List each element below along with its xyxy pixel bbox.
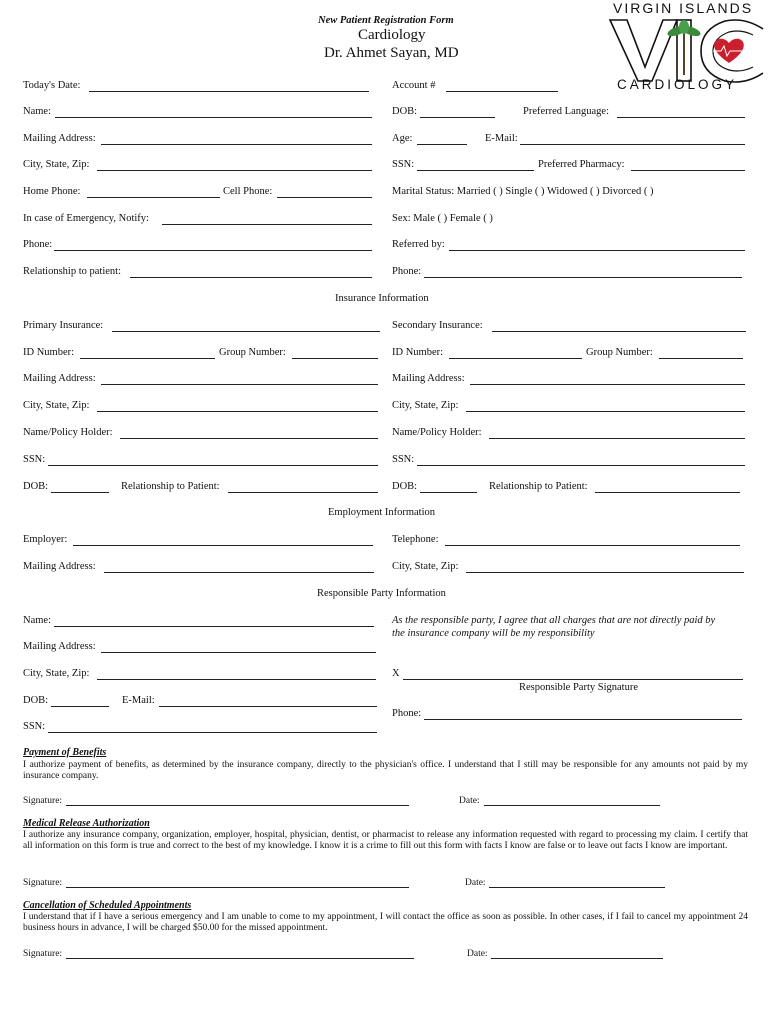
phone-field[interactable] <box>54 250 372 251</box>
responsible-email-label: E-Mail: <box>122 695 155 706</box>
responsible-name-label: Name: <box>23 615 51 626</box>
medical-release-text: I authorize any insurance company, organization, employer, hospital, physician, dentist, or pharmacist to release any information requested with regard to processing my claim. I certify that all information on this form is true and correct to the best of my knowledge. I know it is a crime to fill out this form with facts I know are false or to leave out facts I know are important. <box>23 830 748 851</box>
responsible-dob-label: DOB: <box>23 695 49 706</box>
name-field[interactable] <box>55 117 372 118</box>
benefits-date-field[interactable] <box>484 805 660 806</box>
city-state-zip-field[interactable] <box>97 170 372 171</box>
age-field[interactable] <box>417 144 467 145</box>
responsible-phone-field[interactable] <box>424 719 742 720</box>
relationship-field[interactable] <box>130 277 372 278</box>
insurance-section-title: Insurance Information <box>335 293 429 304</box>
employer-city-field[interactable] <box>466 572 744 573</box>
preferred-pharmacy-field[interactable] <box>631 170 745 171</box>
cancellation-title: Cancellation of Scheduled Appointments <box>23 900 192 911</box>
preferred-pharmacy-label: Preferred Pharmacy: <box>538 159 625 170</box>
employer-field[interactable] <box>73 545 373 546</box>
primary-ins-relationship-field[interactable] <box>228 492 378 493</box>
primary-insurance-label: Primary Insurance: <box>23 320 104 331</box>
account-field[interactable] <box>446 91 558 92</box>
emergency-contact-field[interactable] <box>162 224 372 225</box>
responsible-name-field[interactable] <box>54 626 374 627</box>
primary-group-number-field[interactable] <box>292 358 378 359</box>
primary-ins-ssn-field[interactable] <box>48 465 378 466</box>
responsible-city-label: City, State, Zip: <box>23 668 90 679</box>
responsible-mailing-label: Mailing Address: <box>23 641 96 652</box>
telephone-field[interactable] <box>445 545 740 546</box>
todays-date-label: Today's Date: <box>23 80 81 91</box>
medical-release-signature-label: Signature: <box>23 878 63 888</box>
benefits-signature-field[interactable] <box>66 805 409 806</box>
responsible-mailing-field[interactable] <box>101 652 376 653</box>
primary-ins-mailing-field[interactable] <box>101 384 378 385</box>
secondary-id-number-field[interactable] <box>449 358 582 359</box>
secondary-ins-relationship-label: Relationship to Patient: <box>489 481 588 492</box>
department-title: Cardiology <box>358 27 426 43</box>
telephone-label: Telephone: <box>392 534 439 545</box>
ssn-field[interactable] <box>417 170 534 171</box>
primary-id-number-field[interactable] <box>80 358 215 359</box>
preferred-language-label: Preferred Language: <box>523 106 609 117</box>
doctor-name: Dr. Ahmet Sayan, MD <box>324 45 459 61</box>
age-label: Age: <box>392 133 413 144</box>
benefits-text: I authorize payment of benefits, as determined by the insurance company, directly to the physician's office. I understand that I still may be responsible for any amounts not paid by my insurance company. <box>23 760 748 781</box>
form-title: New Patient Registration Form <box>318 15 454 26</box>
name-label: Name: <box>23 106 51 117</box>
mailing-address-field[interactable] <box>101 144 372 145</box>
employer-label: Employer: <box>23 534 68 545</box>
home-phone-field[interactable] <box>87 197 220 198</box>
secondary-ins-ssn-label: SSN: <box>392 454 415 465</box>
cell-phone-field[interactable] <box>277 197 372 198</box>
benefits-date-label: Date: <box>459 796 480 806</box>
responsible-ssn-field[interactable] <box>48 732 377 733</box>
benefits-signature-label: Signature: <box>23 796 63 806</box>
primary-id-number-label: ID Number: <box>23 347 75 358</box>
responsible-signature-label: Responsible Party Signature <box>519 682 638 693</box>
employer-mailing-label: Mailing Address: <box>23 561 96 572</box>
phone2-field[interactable] <box>424 277 742 278</box>
primary-ins-city-field[interactable] <box>97 411 378 412</box>
primary-ins-ssn-label: SSN: <box>23 454 46 465</box>
primary-insurance-field[interactable] <box>112 331 380 332</box>
referred-by-label: Referred by: <box>392 239 445 250</box>
dob-field[interactable] <box>420 117 495 118</box>
cancellation-signature-label: Signature: <box>23 949 63 959</box>
employer-city-label: City, State, Zip: <box>392 561 459 572</box>
secondary-policy-holder-field[interactable] <box>489 438 745 439</box>
secondary-insurance-label: Secondary Insurance: <box>392 320 483 331</box>
secondary-ins-relationship-field[interactable] <box>595 492 740 493</box>
email-label: E-Mail: <box>485 133 518 144</box>
secondary-ins-mailing-field[interactable] <box>470 384 745 385</box>
responsible-dob-field[interactable] <box>51 706 109 707</box>
secondary-insurance-field[interactable] <box>492 331 746 332</box>
emergency-contact-label: In case of Emergency, Notify: <box>23 213 149 224</box>
cell-phone-label: Cell Phone: <box>223 186 273 197</box>
employment-section-title: Employment Information <box>328 507 436 518</box>
medical-release-signature-field[interactable] <box>66 887 409 888</box>
city-state-zip-label: City, State, Zip: <box>23 159 90 170</box>
todays-date-field[interactable] <box>89 91 369 92</box>
phone2-label: Phone: <box>392 266 422 277</box>
agreement-line-1: As the responsible party, I agree that all charges that are not directly paid by <box>392 615 716 626</box>
responsible-ssn-label: SSN: <box>23 721 46 732</box>
account-label: Account # <box>392 80 436 91</box>
logo-graphic <box>605 15 767 85</box>
signature-x-mark: X <box>392 668 400 679</box>
ssn-label: SSN: <box>392 159 415 170</box>
secondary-group-number-field[interactable] <box>659 358 743 359</box>
logo-top-text: VIRGIN ISLANDS <box>613 0 754 16</box>
medical-release-date-label: Date: <box>465 878 486 888</box>
preferred-language-field[interactable] <box>617 117 745 118</box>
palm-tree-icon <box>666 20 702 75</box>
secondary-ins-dob-field[interactable] <box>420 492 477 493</box>
secondary-ins-city-field[interactable] <box>466 411 745 412</box>
responsible-email-field[interactable] <box>159 706 377 707</box>
sex-options[interactable]: Sex: Male ( ) Female ( ) <box>392 213 493 224</box>
marital-status-options[interactable]: Marital Status: Married ( ) Single ( ) Widowed ( ) Divorced ( ) <box>392 186 654 197</box>
primary-policy-holder-field[interactable] <box>120 438 378 439</box>
employer-mailing-field[interactable] <box>104 572 374 573</box>
secondary-ins-city-label: City, State, Zip: <box>392 400 459 411</box>
responsible-section-title: Responsible Party Information <box>317 588 446 599</box>
primary-ins-relationship-label: Relationship to Patient: <box>121 481 220 492</box>
primary-ins-dob-label: DOB: <box>23 481 49 492</box>
phone-label: Phone: <box>23 239 53 250</box>
responsible-city-field[interactable] <box>97 679 376 680</box>
cancellation-text: I understand that if I have a serious emergency and I am unable to come to my appointment, I will contact the office as soon as possible. In other cases, if I fail to cancel my appointment 24 business hours in advance, I will be charged $50.00 for the missed appointment. <box>23 912 748 933</box>
email-field[interactable] <box>520 144 745 145</box>
logo-bottom-text: CARDIOLOGY <box>617 77 738 92</box>
secondary-id-number-label: ID Number: <box>392 347 444 358</box>
cancellation-date-field[interactable] <box>491 958 663 959</box>
responsible-phone-label: Phone: <box>392 708 422 719</box>
agreement-line-2: the insurance company will be my responsibility <box>392 628 595 639</box>
cancellation-date-label: Date: <box>467 949 488 959</box>
relationship-label: Relationship to patient: <box>23 266 121 277</box>
secondary-policy-holder-label: Name/Policy Holder: <box>392 427 482 438</box>
secondary-ins-mailing-label: Mailing Address: <box>392 373 465 384</box>
secondary-group-number-label: Group Number: <box>586 347 653 358</box>
primary-ins-dob-field[interactable] <box>51 492 109 493</box>
secondary-ins-ssn-field[interactable] <box>417 465 745 466</box>
benefits-title: Payment of Benefits <box>23 747 107 758</box>
cancellation-signature-field[interactable] <box>66 958 414 959</box>
clinic-logo <box>605 0 767 96</box>
referred-by-field[interactable] <box>449 250 745 251</box>
secondary-ins-dob-label: DOB: <box>392 481 418 492</box>
medical-release-date-field[interactable] <box>489 887 665 888</box>
mailing-address-label: Mailing Address: <box>23 133 96 144</box>
responsible-signature-field[interactable] <box>403 679 743 680</box>
primary-ins-mailing-label: Mailing Address: <box>23 373 96 384</box>
medical-release-title: Medical Release Authorization <box>23 818 150 829</box>
primary-group-number-label: Group Number: <box>219 347 286 358</box>
primary-policy-holder-label: Name/Policy Holder: <box>23 427 113 438</box>
primary-ins-city-label: City, State, Zip: <box>23 400 90 411</box>
dob-label: DOB: <box>392 106 418 117</box>
home-phone-label: Home Phone: <box>23 186 81 197</box>
